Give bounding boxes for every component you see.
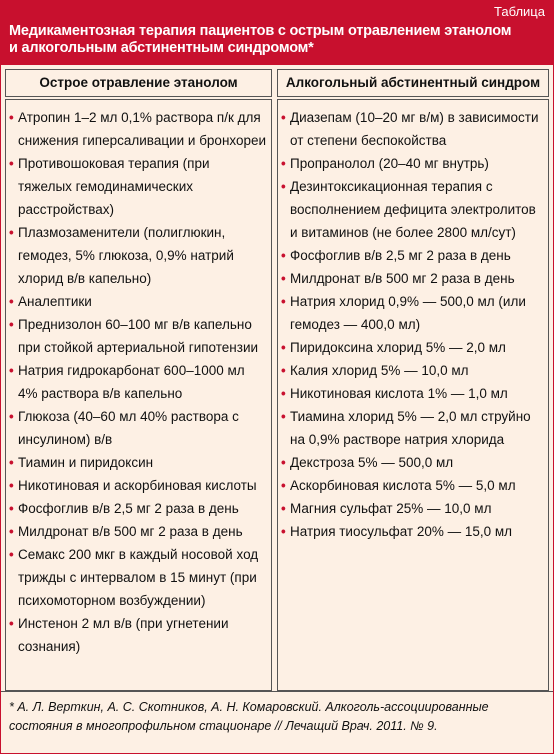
list-item <box>9 359 267 405</box>
list-item <box>9 520 267 543</box>
table-title: Медикаментозная терапия пациентов с острым отравлением этанолом и алкогольным абстинентным синдромом* <box>9 23 512 56</box>
list-item-text: Декстроза 5% — 500,0 мл <box>290 455 454 470</box>
list-item <box>281 359 544 382</box>
bullet-icon: • <box>281 340 286 355</box>
bullet-icon: • <box>9 225 14 240</box>
list-item-text: Аскорбиновая кислота 5% — 5,0 мл <box>290 478 516 493</box>
bullet-icon: • <box>9 616 14 631</box>
bullet-icon: • <box>9 409 14 424</box>
list-item <box>9 313 267 359</box>
list-item-text: Глюкоза (40–60 мл 40% раствора с инсулином) в/в <box>18 409 239 447</box>
list-item-text: Фосфоглив в/в 2,5 мг 2 раза в день <box>18 501 239 516</box>
footnote <box>1 691 553 754</box>
list-item-text: Милдронат в/в 500 мг 2 раза в день <box>290 271 515 286</box>
list-item-text: Милдронат в/в 500 мг 2 раза в день <box>18 524 243 539</box>
bullet-icon: • <box>9 501 14 516</box>
table-label: Таблица <box>494 4 545 19</box>
right-column <box>277 99 549 691</box>
bullet-icon: • <box>281 363 286 378</box>
list-item-text: Пропранолол (20–40 мг внутрь) <box>290 156 489 171</box>
left-column <box>5 99 272 691</box>
bullet-icon: • <box>281 294 286 309</box>
bullet-icon: • <box>9 455 14 470</box>
list-item-text: Калия хлорид 5% — 10,0 мл <box>290 363 469 378</box>
list-item-text: Магния сульфат 25% — 10,0 мл <box>290 501 492 516</box>
list-item-text: Пиридоксина хлорид 5% — 2,0 мл <box>290 340 506 355</box>
list-item <box>9 451 267 474</box>
bullet-icon: • <box>9 547 14 562</box>
list-item-text: Дезинтоксикационная терапия с восполнением дефицита электролитов и витаминов (не более 2800 мл/сут) <box>290 179 536 240</box>
list-item <box>281 520 544 543</box>
list-item <box>9 405 267 451</box>
bullet-icon: • <box>281 248 286 263</box>
list-item-text: Диазепам (10–20 мг в/м) в зависимости от степени беспокойства <box>290 110 539 148</box>
bullet-icon: • <box>9 524 14 539</box>
list-item-text: Преднизолон 60–100 мг в/в капельно при стойкой артериальной гипотензии <box>18 317 259 355</box>
bullet-icon: • <box>9 317 14 332</box>
list-item <box>9 152 267 221</box>
list-item-text: Атропин 1–2 мл 0,1% раствора п/к для снижения гиперсаливации и бронхореи <box>18 110 267 148</box>
list-item-text: Натрия гидрокарбонат 600–1000 мл 4% раствора в/в капельно <box>18 363 245 401</box>
list-item <box>281 451 544 474</box>
bullet-icon: • <box>281 386 286 401</box>
bullet-icon: • <box>9 363 14 378</box>
list-item <box>9 474 267 497</box>
list-item-text: Плазмозаменители (полиглюкин, гемодез, 5% глюкоза, 0,9% натрий хлорид в/в капельно) <box>18 225 234 286</box>
list-item <box>281 336 544 359</box>
right-therapy-list <box>278 100 548 543</box>
list-item <box>281 106 544 152</box>
bullet-icon: • <box>281 501 286 516</box>
left-therapy-list <box>6 100 271 658</box>
list-item-text: Тиамина хлорид 5% — 2,0 мл струйно на 0,9% растворе натрия хлорида <box>290 409 531 447</box>
list-item-text: Никотиновая кислота 1% — 1,0 мл <box>290 386 508 401</box>
bullet-icon: • <box>281 156 286 171</box>
bullet-icon: • <box>9 156 14 171</box>
list-item <box>281 152 544 175</box>
list-item <box>281 244 544 267</box>
left-column-heading: Острое отравление этанолом <box>5 69 272 97</box>
table-header <box>1 1 553 65</box>
footnote-text: * А. Л. Верткин, А. С. Скотников, А. Н. Комаровский. Алкоголь-ассоциированные состояния в многопрофильном стационаре // Лечащий Врач. 2011. № 9. <box>9 700 489 733</box>
list-item <box>9 221 267 290</box>
list-item-text: Фосфоглив в/в 2,5 мг 2 раза в день <box>290 248 511 263</box>
bullet-icon: • <box>281 478 286 493</box>
list-item-text: Никотиновая и аскорбиновая кислоты <box>18 478 257 493</box>
list-item <box>9 290 267 313</box>
list-item <box>9 612 267 658</box>
list-item <box>281 290 544 336</box>
list-item <box>281 497 544 520</box>
bullet-icon: • <box>9 294 14 309</box>
list-item-text: Аналептики <box>18 294 92 309</box>
list-item-text: Натрия хлорид 0,9% — 500,0 мл (или гемодез — 400,0 мл) <box>290 294 526 332</box>
list-item <box>281 267 544 290</box>
list-item-text: Тиамин и пиридоксин <box>18 455 154 470</box>
bullet-icon: • <box>281 409 286 424</box>
list-item <box>9 106 267 152</box>
bullet-icon: • <box>9 110 14 125</box>
bullet-icon: • <box>281 455 286 470</box>
list-item-text: Противошоковая терапия (при тяжелых гемодинамических расстройствах) <box>18 156 210 217</box>
bullet-icon: • <box>281 271 286 286</box>
bullet-icon: • <box>281 179 286 194</box>
list-item <box>9 497 267 520</box>
list-item-text: Инстенон 2 мл в/в (при угнетении сознания) <box>18 616 229 654</box>
list-item-text: Семакс 200 мкг в каждый носовой ход трижды с интервалом в 15 минут (при психомоторном возбуждении) <box>18 547 259 608</box>
bullet-icon: • <box>9 478 14 493</box>
right-column-heading: Алкогольный абстинентный синдром <box>277 69 549 97</box>
bullet-icon: • <box>281 110 286 125</box>
bullet-icon: • <box>281 524 286 539</box>
list-item <box>281 405 544 451</box>
list-item-text: Натрия тиосульфат 20% — 15,0 мл <box>290 524 513 539</box>
list-item <box>281 474 544 497</box>
list-item <box>9 543 267 612</box>
list-item <box>281 175 544 244</box>
list-item <box>281 382 544 405</box>
